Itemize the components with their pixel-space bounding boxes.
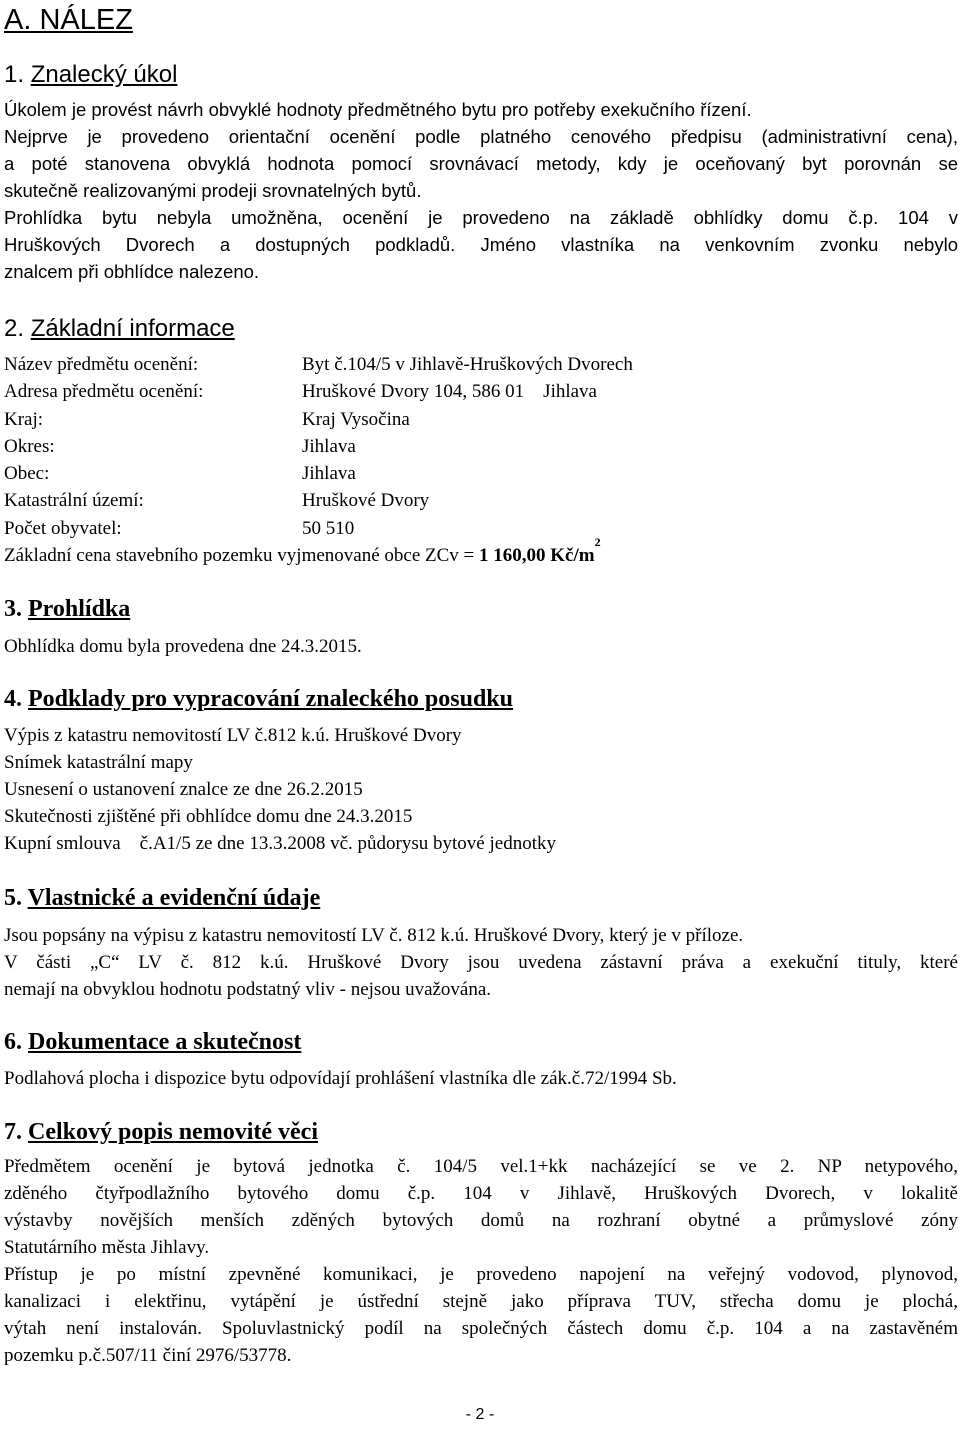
section-6-body [4, 1065, 958, 1092]
documents-list [4, 722, 958, 857]
info-row: Obec: Jihlava [4, 463, 356, 485]
info-row: Okres: Jihlava [4, 435, 356, 457]
section-6-heading: 6. Dokumentace a skutečnost [4, 1029, 302, 1055]
paragraph-line: Statutárního města Jihlavy. [4, 1237, 210, 1258]
paragraph-line: skutečně realizovanými prodeji srovnatelných bytů. [4, 180, 422, 201]
paragraph-line: Prohlídka bytu nebyla umožněna, ocenění je provedeno na základě obhlídky domu č.p. 104 v [4, 207, 958, 228]
paragraph-line: výtah není instalován. Spoluvlastnický podíl na společných částech domu č.p. 104 a na zastavěném [4, 1318, 958, 1339]
section-7-body [4, 1153, 958, 1369]
info-row: Kraj: Kraj Vysočina [4, 408, 410, 430]
paragraph-line: nemají na obvyklou hodnotu podstatný vliv - nejsou uvažována. [4, 979, 492, 1000]
info-row: Katastrální území: Hruškové Dvory [4, 490, 430, 512]
info-row: Adresa předmětu ocenění: Hruškové Dvory 104, 586 01 Jihlava [4, 381, 597, 403]
info-row: Počet obyvatel: 50 510 [4, 517, 355, 539]
base-price-row: Základní cena stavebního pozemku vyjmenované obce ZCv = 1 160,00 Kč/m 2 [4, 535, 601, 567]
section-3-heading: 3. Prohlídka [4, 596, 131, 622]
paragraph-line: Podlahová plocha i dispozice bytu odpovídají prohlášení vlastníka dle zák.č.72/1994 Sb. [4, 1068, 677, 1089]
document-title: A. NÁLEZ [4, 4, 133, 36]
basic-info-table [4, 351, 958, 569]
section-2-heading: 2. Základní informace [4, 315, 235, 342]
paragraph-line: zděného čtyřpodlažního bytového domu č.p. 104 v Jihlavě, Hruškových Dvorech, v lokalitě [4, 1183, 958, 1204]
list-item: Snímek katastrální mapy [4, 752, 193, 773]
section-3-body [4, 633, 958, 660]
section-1-body [4, 96, 958, 285]
paragraph-line: a poté stanovena obvyklá hodnota pomocí srovnávací metody, kdy je oceňovaný byt porovnán se [4, 153, 958, 174]
info-row: Název předmětu ocenění: Byt č.104/5 v Jihlavě-Hruškových Dvorech [4, 354, 633, 375]
page-number: - 2 - [465, 1406, 495, 1423]
section-7-heading: 7. Celkový popis nemovité věci [4, 1119, 318, 1145]
section-5-heading: 5. Vlastnické a evidenční údaje [4, 885, 321, 911]
paragraph-line: Přístup je po místní zpevněné komunikaci, je provedeno napojení na veřejný vodovod, plynovod, [4, 1264, 958, 1285]
paragraph-line: pozemku p.č.507/11 činí 2976/53778. [4, 1345, 292, 1366]
paragraph-line: V části „C“ LV č. 812 k.ú. Hruškové Dvory jsou uvedena zástavní práva a exekuční tituly, které [4, 952, 958, 973]
paragraph-line: Jsou popsány na výpisu z katastru nemovitostí LV č. 812 k.ú. Hruškové Dvory, který je v příloze. [4, 925, 744, 946]
paragraph-line: Obhlídka domu byla provedena dne 24.3.2015. [4, 636, 362, 657]
list-item: Výpis z katastru nemovitostí LV č.812 k.ú. Hruškové Dvory [4, 725, 462, 746]
section-5-body [4, 922, 958, 1003]
paragraph-line: Úkolem je provést návrh obvyklé hodnoty předmětného bytu pro potřeby exekučního řízení. [4, 99, 752, 120]
section-4-heading: 4. Podklady pro vypracování znaleckého posudku [4, 686, 514, 712]
paragraph-line: kanalizaci i elektřinu, vytápění je ústřední stejně jako příprava TUV, střecha domu je plochá, [4, 1291, 958, 1312]
list-item: Kupní smlouva č.A1/5 ze dne 13.3.2008 vč. půdorysu bytové jednotky [4, 833, 556, 854]
list-item: Skutečnosti zjištěné při obhlídce domu dne 24.3.2015 [4, 806, 413, 827]
paragraph-line: znalcem při obhlídce nalezeno. [4, 261, 260, 282]
section-1-heading: 1. Znalecký úkol [4, 61, 178, 88]
paragraph-line: výstavby novějších menších zděných bytových domů na rozhraní obytné a průmyslové zóny [4, 1210, 958, 1231]
paragraph-line: Hruškových Dvorech a dostupných podkladů. Jméno vlastníka na venkovním zvonku nebylo [4, 234, 958, 255]
paragraph-line: Nejprve je provedeno orientační ocenění podle platného cenového předpisu (administrativní cena), [4, 126, 958, 147]
paragraph-line: Předmětem ocenění je bytová jednotka č. 104/5 vel.1+kk nacházející se ve 2. NP netypového, [4, 1156, 958, 1177]
list-item: Usnesení o ustanovení znalce ze dne 26.2.2015 [4, 779, 363, 800]
